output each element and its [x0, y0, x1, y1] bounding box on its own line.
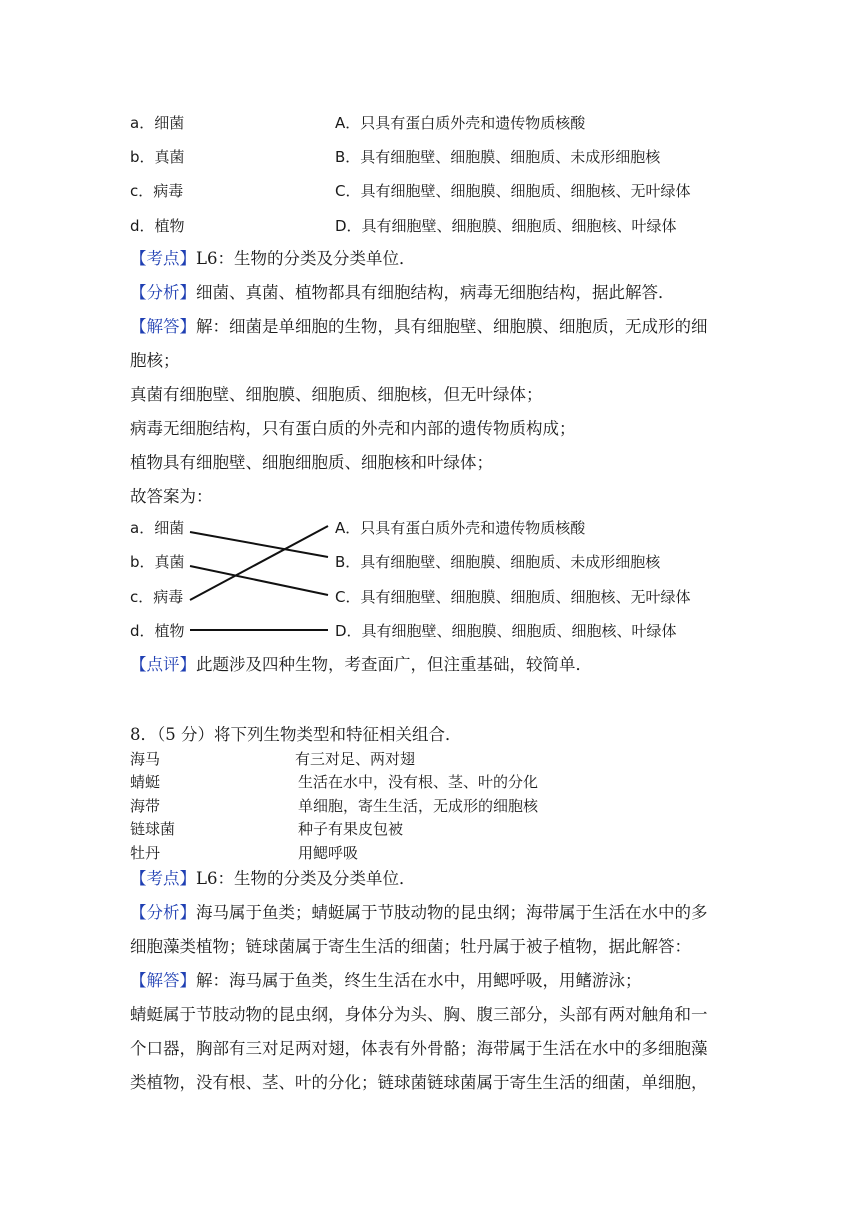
jieda-line: 个口器，胸部有三对足两对翅，体表有外骨骼；海带属于生活在水中的多细胞藻: [130, 1039, 708, 1058]
answer-right-b: B．具有细胞壁、细胞膜、细胞质、未成形细胞核: [335, 553, 661, 571]
q8-jieda: [130, 967, 642, 991]
jieda-line: 病毒无细胞结构，只有蛋白质的外壳和内部的遗传物质构成；: [130, 419, 576, 438]
kaodian-tag: 【考点】: [130, 249, 196, 268]
q8-left-item: 海马: [130, 750, 161, 768]
jieda-tag: 【解答】: [130, 317, 196, 336]
dianping-text: 此题涉及四种生物，考查面广，但注重基础，较简单．: [196, 655, 592, 674]
line-c-to-a: [190, 526, 328, 600]
fenxi-line: 海马属于鱼类；蜻蜓属于节肢动物的昆虫纲；海带属于生活在水中的多: [196, 903, 708, 922]
jieda-line: 类植物，没有根、茎、叶的分化；链球菌链球菌属于寄生生活的细菌，单细胞，: [130, 1073, 708, 1092]
jieda-line: 解：细菌是单细胞的生物，具有细胞壁、细胞膜、细胞质，无成形的细: [196, 317, 708, 336]
answer-intro: 故答案为：: [130, 487, 213, 506]
q8-right-item: 单细胞，寄生生活，无成形的细胞核: [298, 797, 539, 815]
q7-left-c: c．病毒: [130, 182, 184, 200]
line-a-to-b: [190, 532, 328, 557]
q7-right-d: D．具有细胞壁、细胞膜、细胞质、细胞核、叶绿体: [335, 217, 677, 235]
jieda-line: 植物具有细胞壁、细胞细胞质、细胞核和叶绿体；: [130, 453, 493, 472]
kaodian-tag: 【考点】: [130, 869, 196, 888]
line-b-to-c: [190, 566, 328, 595]
q8-left-item: 海带: [130, 797, 161, 815]
jieda-line: 胞核；: [130, 351, 180, 370]
q7-left-b: b．真菌: [130, 148, 185, 166]
fenxi-text: 细菌、真菌、植物都具有细胞结构，病毒无细胞结构，据此解答．: [196, 283, 675, 302]
q7-right-c: C．具有细胞壁、细胞膜、细胞质、细胞核、无叶绿体: [335, 182, 691, 200]
kaodian-text: L6：生物的分类及分类单位．: [196, 249, 416, 268]
q7-left-a: a．细菌: [130, 114, 185, 132]
fenxi-tag: 【分析】: [130, 283, 196, 302]
kaodian-text: L6：生物的分类及分类单位．: [196, 869, 416, 888]
q8-right-item: 种子有果皮包被: [298, 820, 404, 838]
fenxi-tag: 【分析】: [130, 903, 196, 922]
jieda-line: 解：海马属于鱼类，终生生活在水中，用鳃呼吸，用鳍游泳；: [196, 971, 642, 990]
answer-right-d: D．具有细胞壁、细胞膜、细胞质、细胞核、叶绿体: [335, 622, 677, 640]
q8-right-item: 用鳃呼吸: [298, 844, 359, 862]
answer-right-a: A．只具有蛋白质外壳和遗传物质核酸: [335, 519, 586, 537]
q8-left-item: 链球菌: [130, 820, 176, 838]
answer-left-d: d．植物: [130, 622, 185, 640]
q8-left-item: 牡丹: [130, 844, 161, 862]
answer-right-c: C．具有细胞壁、细胞膜、细胞质、细胞核、无叶绿体: [335, 588, 691, 606]
q8-right-item: 有三对足、两对翅: [295, 750, 416, 768]
q7-left-d: d．植物: [130, 217, 185, 235]
q8-title: 8．（5 分）将下列生物类型和特征相关组合．: [130, 725, 462, 744]
q8-fenxi: [130, 899, 708, 923]
jieda-line: 蜻蜓属于节肢动物的昆虫纲，身体分为头、胸、腹三部分，头部有两对触角和一: [130, 1005, 708, 1024]
fenxi-line: 细胞藻类植物；链球菌属于寄生生活的细菌；牡丹属于被子植物，据此解答：: [130, 937, 691, 956]
answer-left-a: a．细菌: [130, 519, 185, 537]
answer-left-b: b．真菌: [130, 553, 185, 571]
jieda-line: 真菌有细胞壁、细胞膜、细胞质、细胞核，但无叶绿体；: [130, 385, 543, 404]
q8-kaodian: [130, 865, 415, 889]
q7-dianping: [130, 651, 592, 675]
q7-right-a: A．只具有蛋白质外壳和遗传物质核酸: [335, 114, 586, 132]
jieda-tag: 【解答】: [130, 971, 196, 990]
dianping-tag: 【点评】: [130, 655, 196, 674]
q7-right-b: B．具有细胞壁、细胞膜、细胞质、未成形细胞核: [335, 148, 661, 166]
q8-left-item: 蜻蜓: [130, 773, 161, 791]
q8-right-item: 生活在水中，没有根、茎、叶的分化: [298, 773, 539, 791]
answer-left-c: c．病毒: [130, 588, 184, 606]
